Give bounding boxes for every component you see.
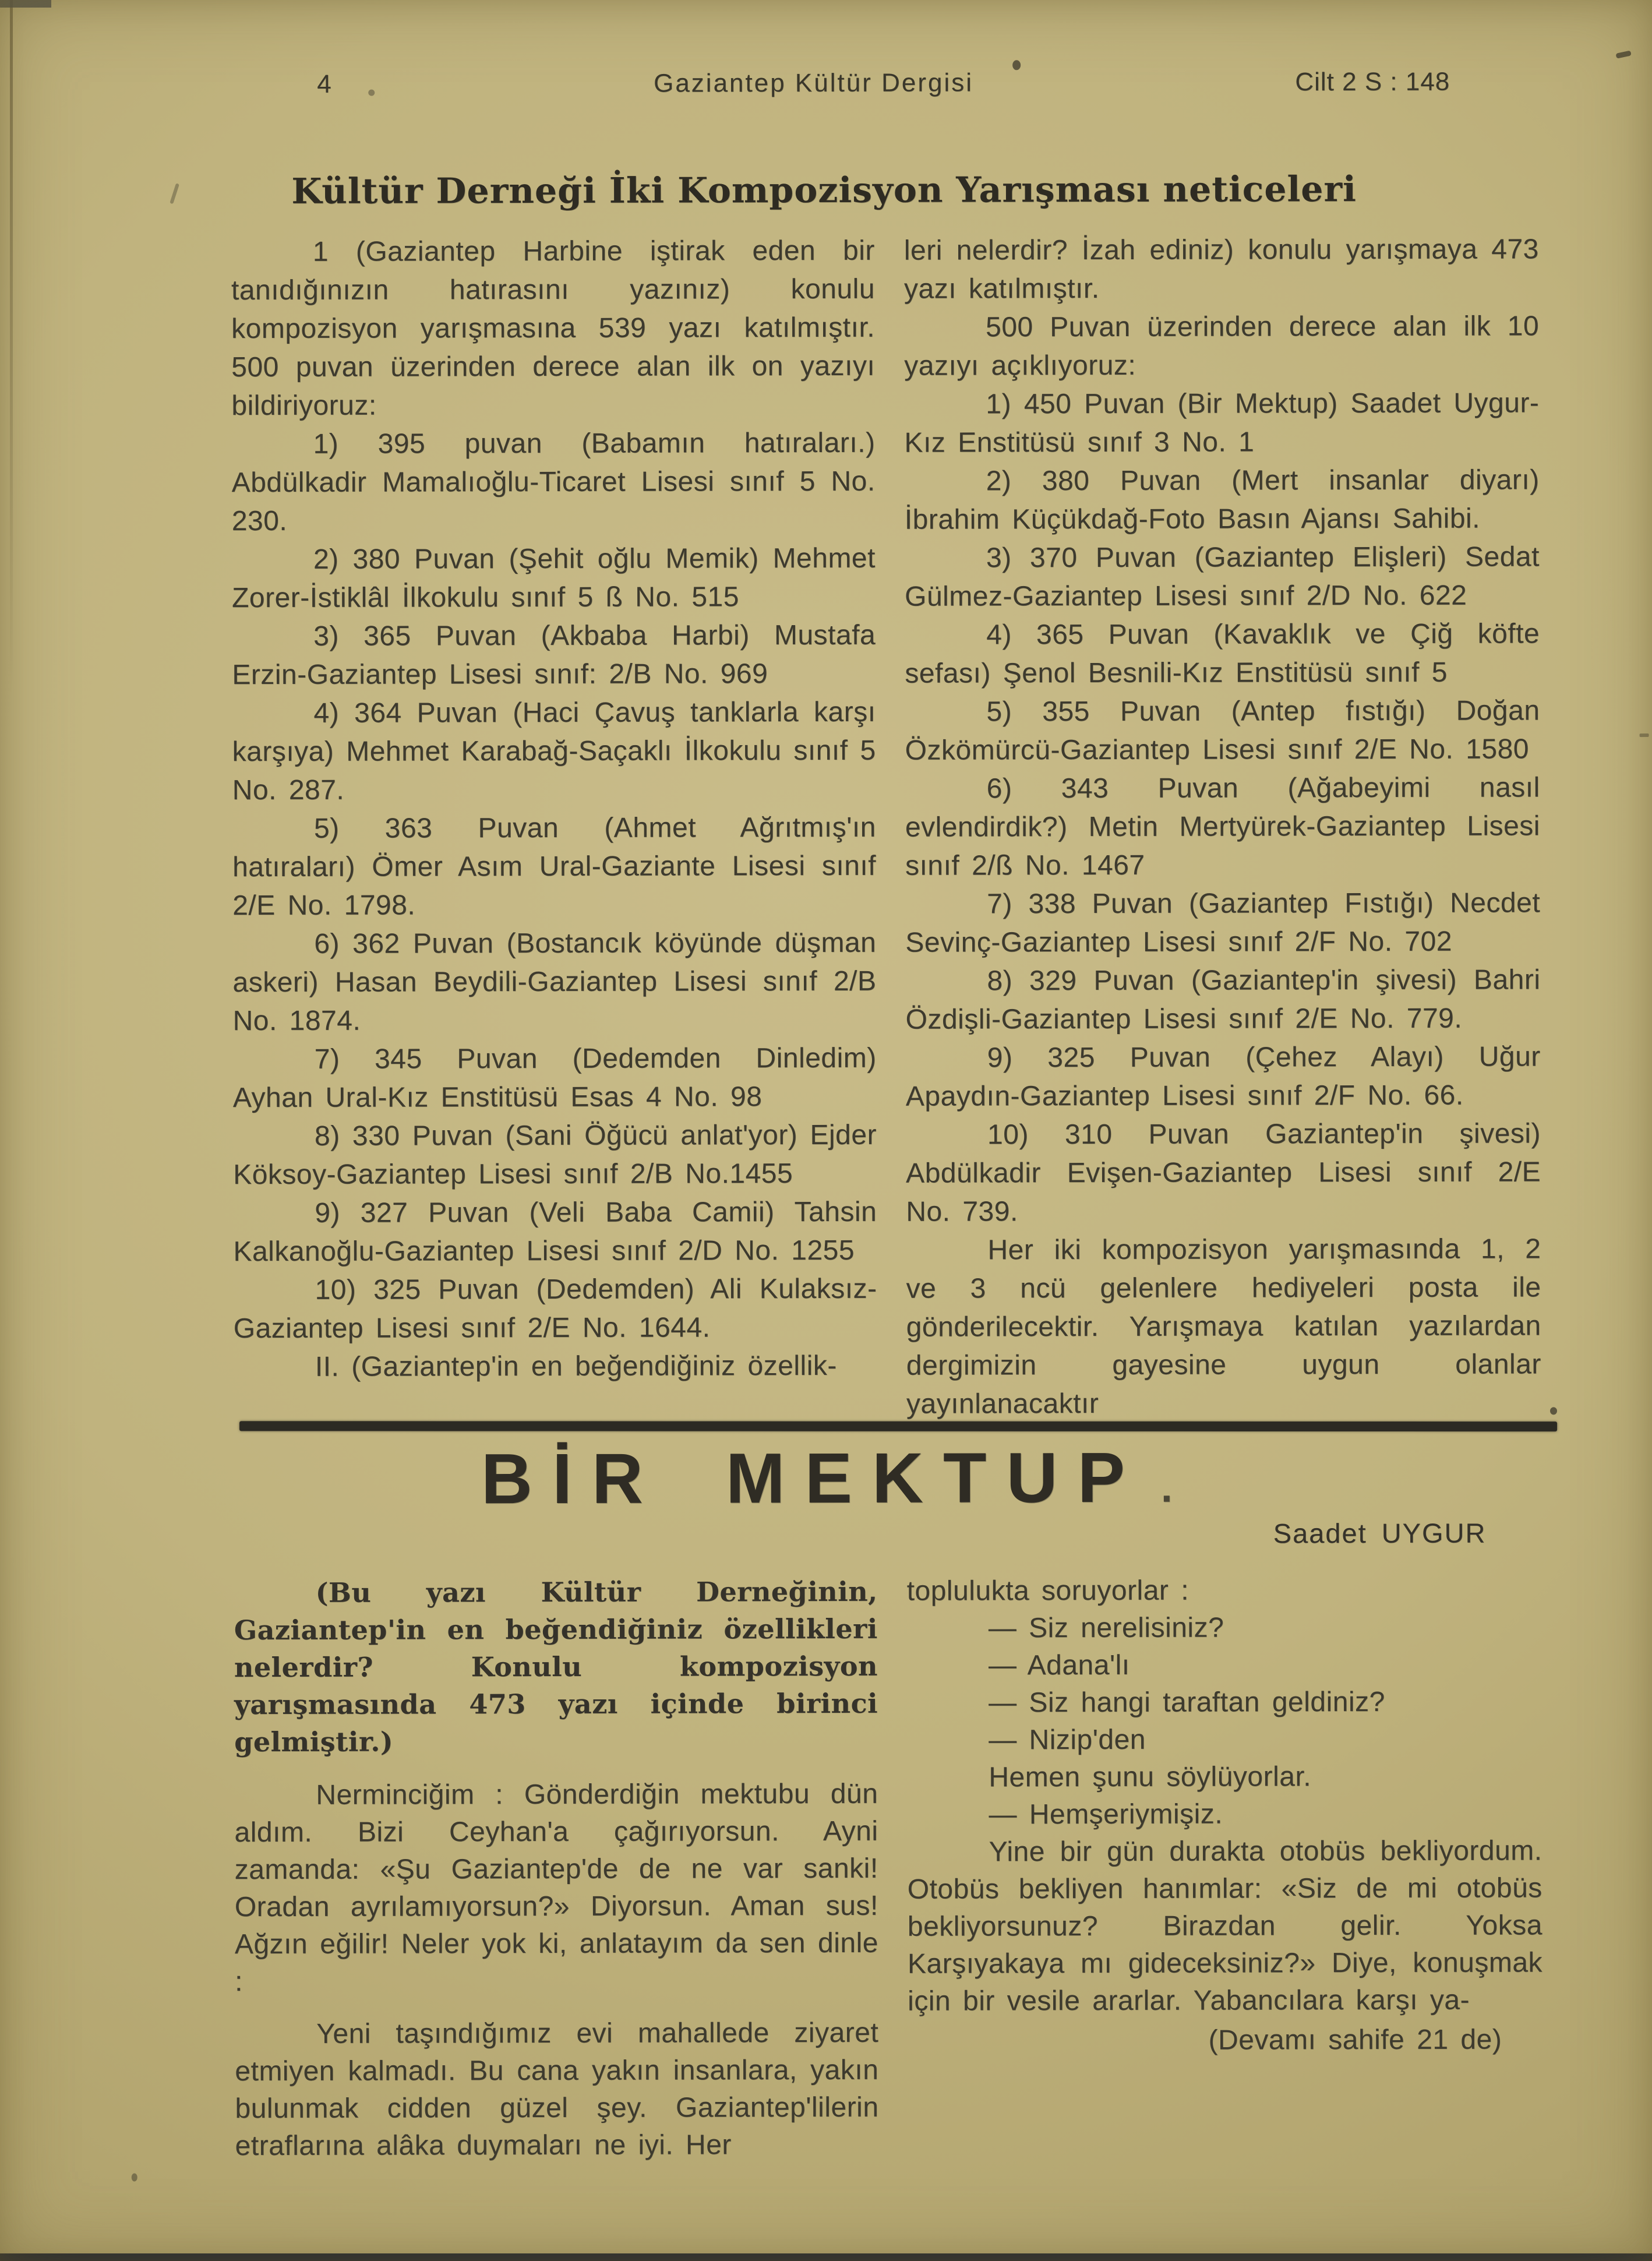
letter-article-title	[1, 1438, 1652, 1528]
paragraph: 5) 363 Puvan (Ahmet Ağrıtmış'ın hatıraları) Ömer Asım Ural-Gaziante Lisesi sınıf 2/E No. 1798.	[232, 812, 877, 922]
ink-speck	[1640, 733, 1649, 737]
paragraph: II. (Gaziantep'in en beğendiğiniz özellik-	[315, 1350, 837, 1382]
journal-title: Gaziantep Kültür Dergisi	[654, 68, 974, 98]
letter-left-column	[234, 1573, 879, 2165]
paragraph: 4) 365 Puvan (Kavaklık ve Çiğ köfte sefası) Şenol Besnili-Kız Enstitüsü sınıf 5	[905, 618, 1540, 689]
ink-speck	[368, 90, 375, 96]
paragraph: Her iki kompozisyon yarışmasında 1, 2 ve 3 ncü gelenlere hediyeleri posta ile gönderilecektir. Yarışmaya katılan yazılardan dergimizin gayesine uygun olanlar yayınlanacaktır	[906, 1233, 1541, 1420]
paragraph: 6) 343 Puvan (Ağabeyimi nasıl evlendirdik?) Metin Mertyürek-Gaziantep Lisesi sınıf 2/ß No. 1467	[905, 772, 1540, 881]
paragraph: 10) 310 Puvan Gaziantep'in şivesi) Abdülkadir Evişen-Gaziantep Lisesi sınıf 2/E No. 739.	[906, 1118, 1541, 1227]
scan-bottom-edge	[0, 2253, 1652, 2261]
paragraph: 8) 330 Puvan (Sani Öğücü anlat'yor) Ejder Köksoy-Gaziantep Lisesi sınıf 2/B No.1455	[233, 1119, 877, 1191]
paragraph: 1) 450 Puvan (Bir Mektup) Saadet Uygur-Kız Enstitüsü sınıf 3 No. 1	[904, 387, 1540, 458]
paragraph: 9) 325 Puvan (Çehez Alayı) Uğur Apaydın-Gaziantep Lisesi sınıf 2/F No. 66.	[905, 1041, 1541, 1112]
page-number: 4	[317, 69, 332, 98]
paragraph: 10) 325 Puvan (Dedemden) Ali Kulaksız-Gaziantep Lisesi sınıf 2/E No. 1644.	[233, 1273, 877, 1345]
paragraph: 2) 380 Puvan (Mert insanlar diyarı) İbrahim Küçükdağ-Foto Basın Ajansı Sahibi.	[904, 464, 1540, 535]
results-article-title: Kültür Derneği İki Kompozisyon Yarışması neticeleri	[291, 169, 1357, 212]
ink-speck	[132, 2173, 137, 2181]
ink-speck	[1012, 60, 1021, 70]
issue-info: Cilt 2 S : 148	[1295, 67, 1450, 97]
page-fold-line	[10, 0, 13, 757]
paragraph: 8) 329 Puvan (Gaziantep'in şivesi) Bahri Özdişli-Gaziantep Lisesi sınıf 2/E No. 779.	[905, 964, 1541, 1035]
paragraph: Hemen şunu söylüyorlar.	[989, 1761, 1312, 1793]
paragraph: 1) 395 puvan (Babamın hatıraları.) Abdülkadir Mamalıoğlu-Ticaret Lisesi sınıf 5 No. 230.	[231, 427, 876, 537]
paragraph: — Siz hangi taraftan geldiniz?	[989, 1686, 1385, 1719]
letter-title-dot: .	[1161, 1465, 1173, 1511]
paragraph: 9) 327 Puvan (Veli Baba Camii) Tahsin Kalkanoğlu-Gaziantep Lisesi sınıf 2/D No. 1255	[233, 1196, 877, 1268]
page-header	[317, 68, 1450, 99]
paragraph: — Siz nerelisiniz?	[988, 1612, 1224, 1644]
paragraph: — Adana'lı	[988, 1649, 1130, 1681]
letter-article-body	[234, 1571, 1543, 2165]
paragraph: (Devamı sahife 21 de)	[1208, 2024, 1502, 2056]
section-divider-rule	[239, 1421, 1557, 1431]
paragraph: toplulukta soruyorlar :	[906, 1575, 1189, 1607]
paragraph: — Nizip'den	[989, 1724, 1146, 1756]
paragraph: 2) 380 Puvan (Şehit oğlu Memik) Mehmet Zorer-İstiklâl İlkokulu sınıf 5 ß No. 515	[232, 542, 876, 614]
paragraph: 5) 355 Puvan (Antep fıstığı) Doğan Özkömürcü-Gaziantep Lisesi sınıf 2/E No. 1580	[905, 695, 1540, 766]
paragraph: 3) 370 Puvan (Gaziantep Elişleri) Sedat Gülmez-Gaziantep Lisesi sınıf 2/D No. 622	[905, 541, 1540, 612]
paragraph: Yeni taşındığımız evi mahallede ziyaret etmiyen kalmadı. Bu cana yakın insanlara, yakın bulunmak cidden güzel şey. Gaziantep'lilerin etraflarına alâka duymaları ne iyi. Her	[235, 2017, 879, 2162]
paragraph: Nerminciğim : Gönderdiğin mektubu dün aldım. Bizi Ceyhan'a çağırıyorsun. Ayni zamanda: «Şu Gaziantep'de de ne var sanki! Oradan ayrılamıyorsun?» Diyorsun. Aman sus! Ağzın eğilir! Neler yok ki, anlatayım da sen dinle :	[234, 1778, 878, 1998]
paragraph: Yine bir gün durakta otobüs bekliyordum. Otobüs bekliyen hanımlar: «Siz de mi otobüs bekliyorsunuz? Birazdan gelir. Yoksa Karşıyakaya mı gideceksiniz?» Diye, konuşmak için bir vesile ararlar. Yabancılara karşı ya-	[907, 1835, 1543, 2017]
scan-corner-mark	[0, 0, 51, 8]
paragraph: 500 Puvan üzerinden derece alan ilk 10 yazıyı açıklıyoruz:	[904, 311, 1540, 382]
paragraph: (Bu yazı Kültür Derneğinin, Gaziantep'in en beğendiğiniz özellikleri nelerdir? Konulu kompozisyon yarışmasında 473 yazı içinde birinci gelmiştir.)	[234, 1575, 878, 1758]
ink-speck	[1550, 1407, 1557, 1415]
ink-speck	[1615, 50, 1631, 58]
letter-title-text: BİR MEKTUP	[481, 1437, 1145, 1519]
results-right-column	[904, 230, 1541, 1423]
paragraph: — Hemşeriymişiz.	[989, 1798, 1223, 1830]
results-left-column	[231, 232, 877, 1425]
paragraph: 6) 362 Puvan (Bostancık köyünde düşman askeri) Hasan Beydili-Gaziantep Lisesi sınıf 2/B No. 1874.	[232, 927, 877, 1037]
paragraph: 7) 345 Puvan (Dedemden Dinledim) Ayhan Ural-Kız Enstitüsü Esas 4 No. 98	[232, 1042, 877, 1114]
letter-author-byline: Saadet UYGUR	[1273, 1517, 1487, 1549]
paragraph: 3) 365 Puvan (Akbaba Harbi) Mustafa Erzin-Gaziantep Lisesi sınıf: 2/B No. 969	[232, 619, 876, 691]
paragraph: leri nelerdir? İzah ediniz) konulu yarışmaya 473 yazı katılmıştır.	[903, 234, 1539, 305]
results-article-body	[231, 230, 1541, 1425]
paragraph: 7) 338 Puvan (Gaziantep Fıstığı) Necdet Sevinç-Gaziantep Lisesi sınıf 2/F No. 702	[905, 887, 1541, 958]
letter-right-column	[907, 1571, 1543, 2163]
paragraph: 4) 364 Puvan (Haci Çavuş tanklarla karşı karşıya) Mehmet Karabağ-Saçaklı İlkokulu sınıf 5 No. 287.	[232, 696, 876, 806]
paragraph: 1 (Gaziantep Harbine iştirak eden bir tanıdığınızın hatırasını yazınız) konulu kompozisyon yarışmasına 539 yazı katılmıştır. 500 puvan üzerinden derece alan ilk on yazıyı bildiriyoruz:	[231, 235, 876, 422]
